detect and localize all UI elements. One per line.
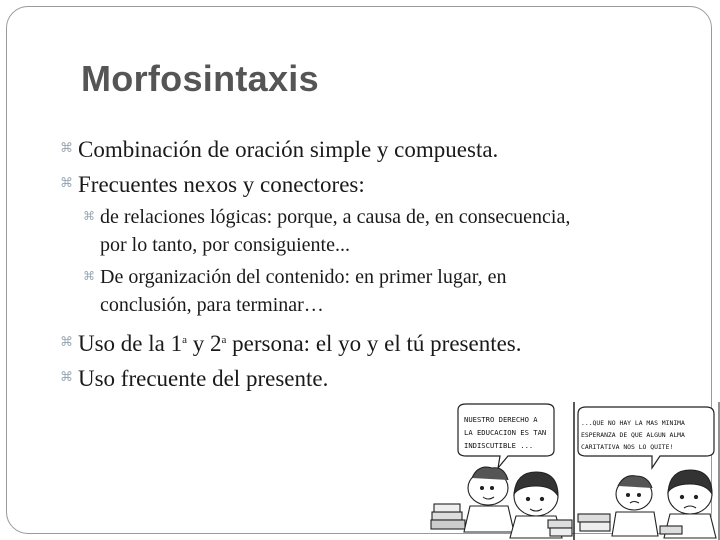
sub-bullet-text: por lo tanto, por consiguiente... bbox=[100, 234, 350, 256]
panel-1-characters bbox=[431, 467, 572, 538]
sub-bullet-item bbox=[83, 206, 571, 229]
sub-bullet-text: conclusión, para terminar… bbox=[100, 294, 324, 316]
panel-2-characters bbox=[578, 470, 716, 538]
sub-bullet-item bbox=[83, 266, 507, 289]
bubble-2-line-2: ESPERANZA DE QUE ALGUN ALMA bbox=[581, 431, 685, 439]
superscript: a bbox=[182, 334, 188, 346]
sub-bullet-continuation bbox=[100, 294, 324, 317]
bullet-text: Combinación de oración simple y compuesta. bbox=[78, 137, 499, 162]
bullet-marker-icon: ⌘ bbox=[60, 141, 73, 156]
bullet-marker-icon: ⌘ bbox=[83, 269, 95, 283]
bubble-1-line-1: NUESTRO DERECHO A bbox=[464, 415, 538, 424]
bullet-text-part: Uso de la 1 bbox=[78, 331, 183, 356]
bullet-item bbox=[60, 331, 522, 357]
sub-bullet-text: de relaciones lógicas: porque, a causa de, en consecuencia, bbox=[100, 206, 571, 228]
slide-title: Morfosintaxis bbox=[81, 58, 319, 99]
bullet-text: Frecuentes nexos y conectores: bbox=[78, 172, 365, 197]
bubble-2-line-1: ...QUE NO HAY LA MAS MINIMA bbox=[581, 419, 685, 427]
bubble-1-line-3: INDISCUTIBLE ... bbox=[464, 441, 534, 450]
bullet-marker-icon: ⌘ bbox=[60, 335, 73, 350]
bullet-marker-icon: ⌘ bbox=[83, 209, 95, 223]
bullet-item bbox=[60, 172, 365, 198]
superscript: a bbox=[221, 334, 227, 346]
bullet-text-part: persona: el yo y el tú presentes. bbox=[226, 331, 522, 356]
bullet-item bbox=[60, 366, 329, 392]
bullet-text: Uso frecuente del presente. bbox=[78, 366, 329, 391]
bullet-item bbox=[60, 137, 499, 163]
mafalda-cartoon-image bbox=[428, 402, 720, 540]
bullet-marker-icon: ⌘ bbox=[60, 370, 73, 385]
bubble-1-line-2: LA EDUCACION ES TAN bbox=[464, 428, 547, 437]
sub-bullet-text: De organización del contenido: en primer lugar, en bbox=[100, 266, 507, 288]
sub-bullet-continuation bbox=[100, 234, 350, 257]
bullet-marker-icon: ⌘ bbox=[60, 176, 73, 191]
bullet-text-part: y 2 bbox=[187, 331, 222, 356]
bubble-2-line-3: CARITATIVA NOS LO QUITE! bbox=[581, 443, 674, 451]
